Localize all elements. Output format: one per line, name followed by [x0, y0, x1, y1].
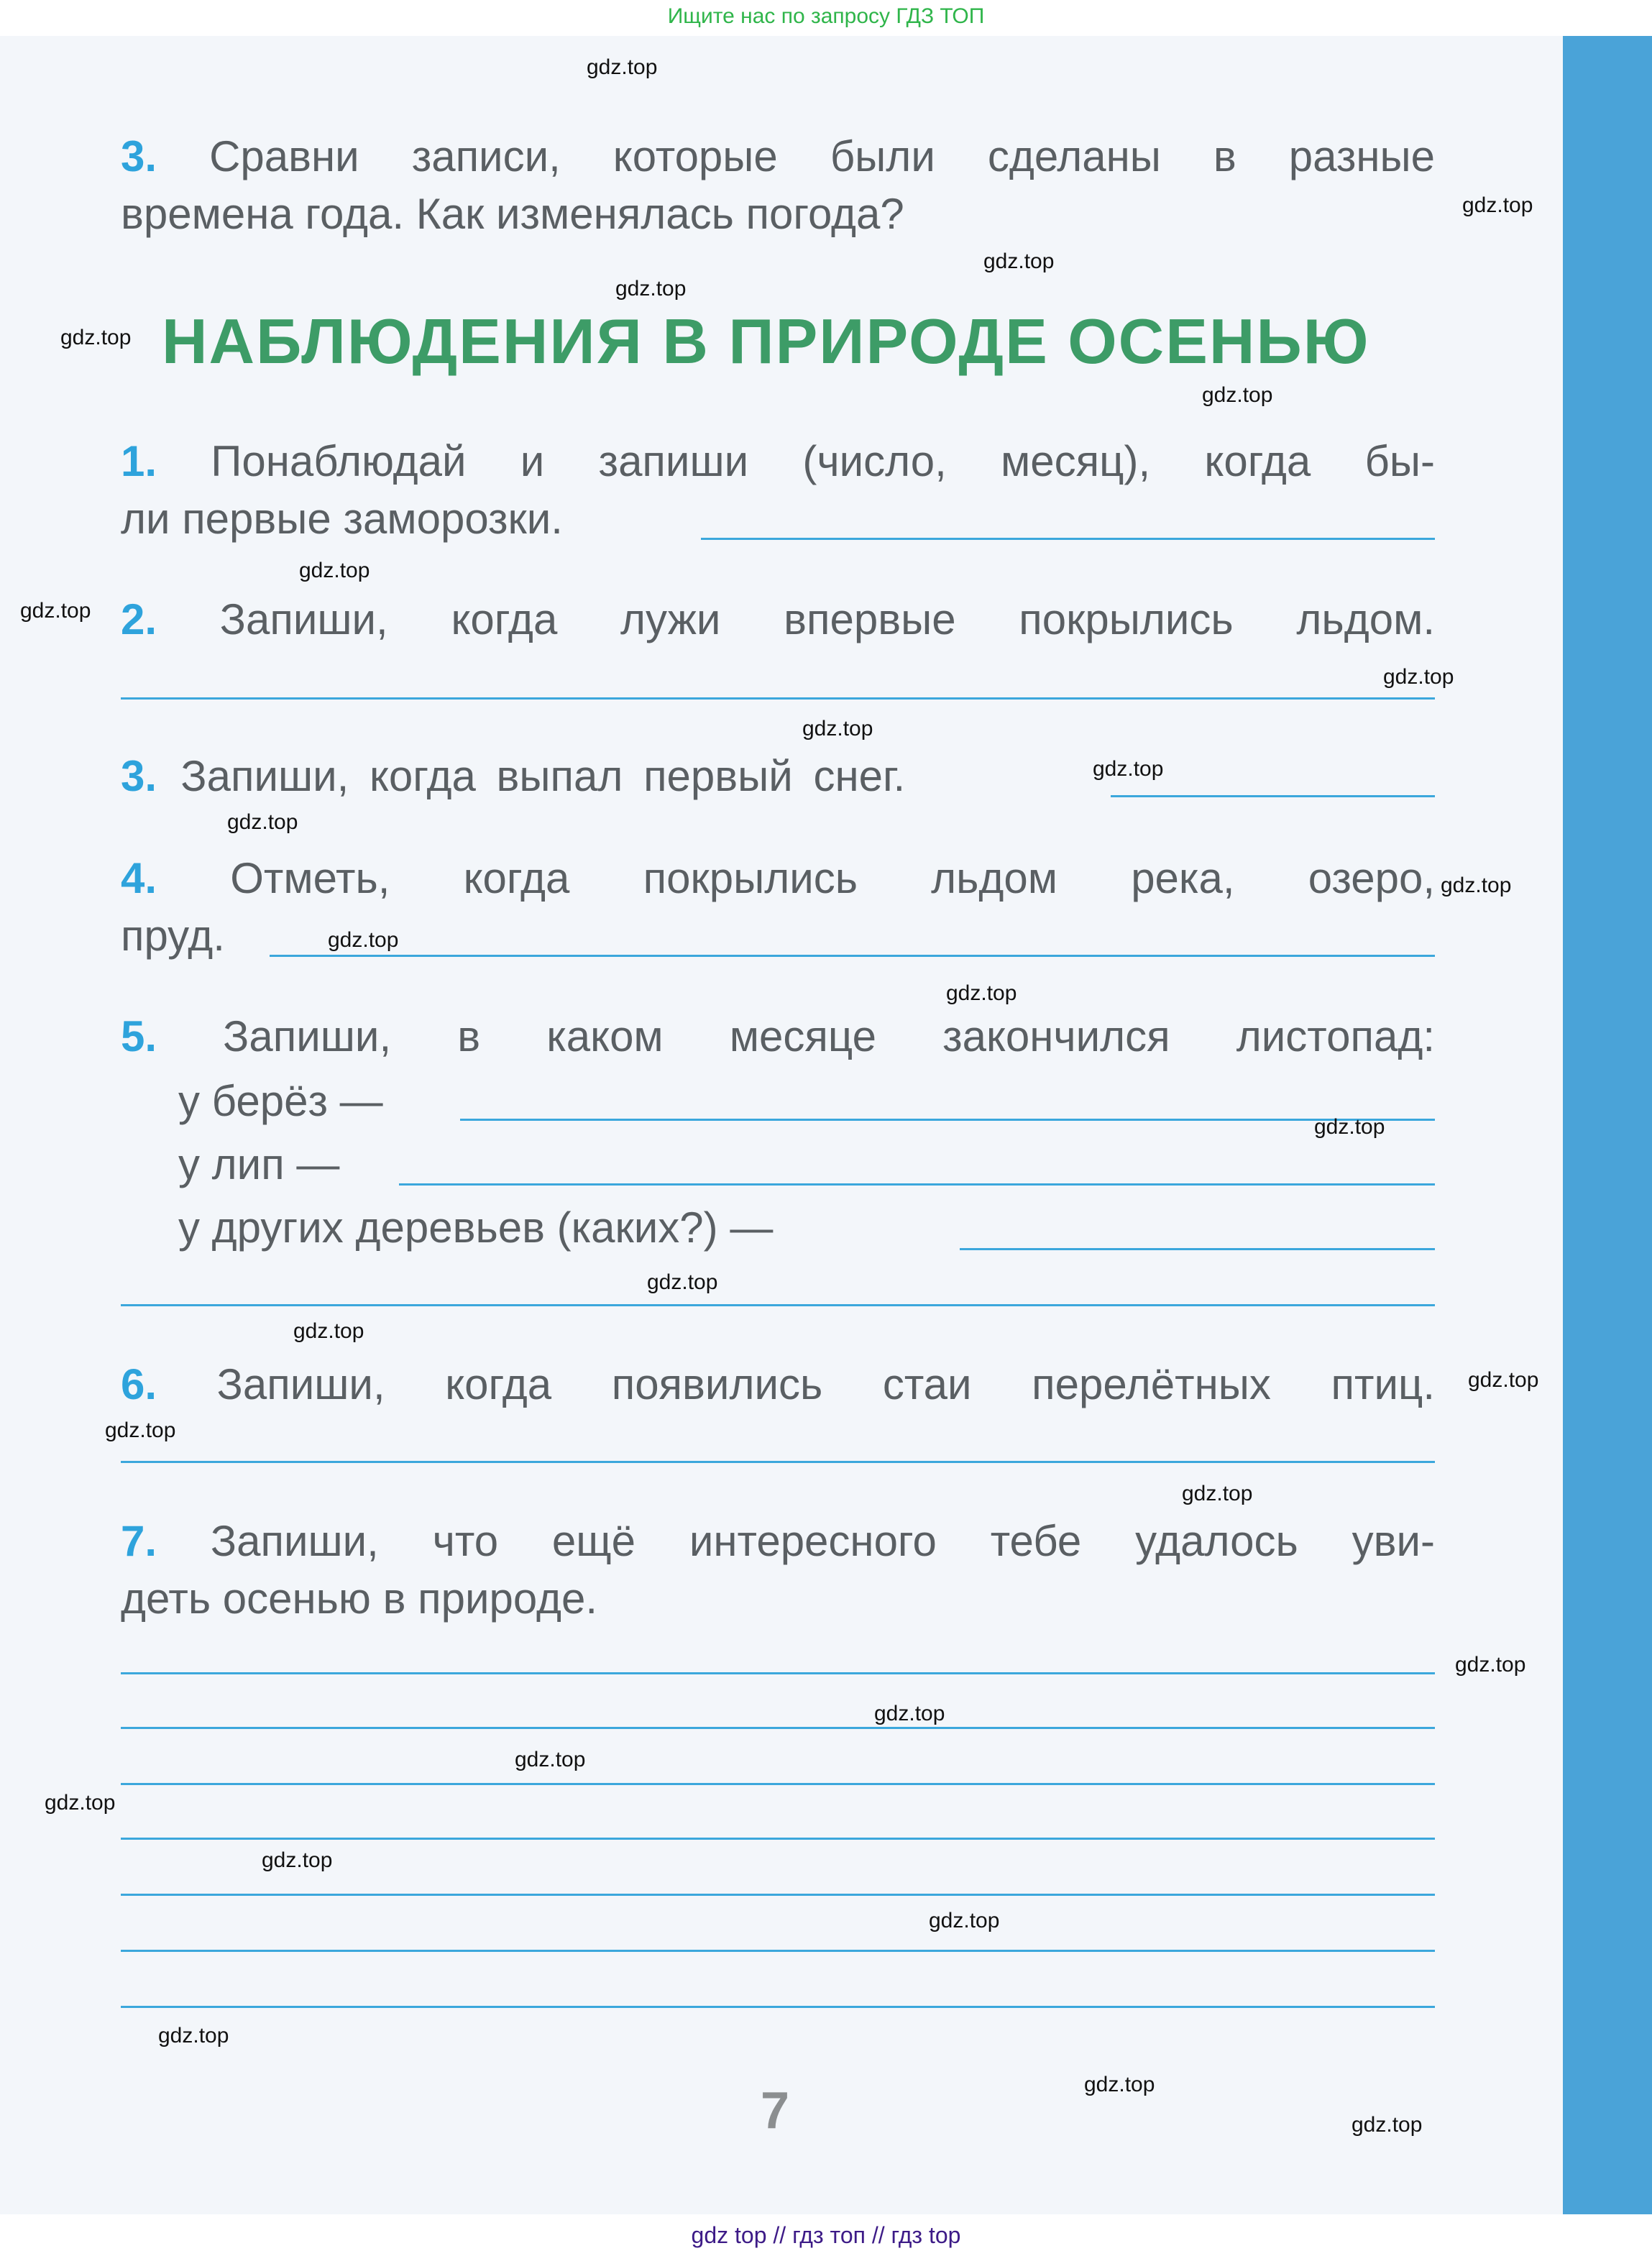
task-number: 4.: [121, 854, 157, 902]
task-number: 3.: [121, 752, 157, 800]
watermark: gdz.top: [929, 1909, 1000, 1932]
watermark: gdz.top: [1314, 1115, 1385, 1139]
watermark: gdz.top: [293, 1319, 364, 1343]
watermark: gdz.top: [20, 599, 91, 623]
task-text: Отметь, когда покрылись льдом река, озеро,: [230, 854, 1436, 902]
watermark: gdz.top: [1455, 1653, 1526, 1677]
task-text: Запиши, когда появились стаи перелётных птиц.: [216, 1360, 1436, 1408]
task-6: [121, 1356, 1435, 1413]
watermark: gdz.top: [615, 277, 687, 301]
task-number: 2.: [121, 595, 157, 643]
watermark: gdz.top: [1093, 757, 1164, 781]
watermark: gdz.top: [1084, 2073, 1155, 2096]
task-7: [121, 1513, 1435, 1570]
watermark: gdz.top: [802, 717, 873, 740]
answer-line[interactable]: [121, 1727, 1435, 1729]
task-2: [121, 591, 1435, 648]
answer-line[interactable]: [1111, 795, 1435, 797]
bottom-banner: gdz top // гдз топ // гдз top: [0, 2214, 1652, 2256]
page-edge-stripe: [1563, 36, 1652, 2214]
task-number: 1.: [121, 437, 157, 485]
answer-line[interactable]: [121, 1672, 1435, 1674]
page-title: НАБЛЮДЕНИЯ В ПРИРОДЕ ОСЕНЬЮ: [162, 306, 1370, 377]
answer-line[interactable]: [121, 2006, 1435, 2008]
task-1-line2: ли первые заморозки.: [121, 495, 563, 543]
task-number: 5.: [121, 1012, 157, 1060]
answer-line[interactable]: [121, 1304, 1435, 1306]
top-banner: Ищите нас по запросу ГДЗ ТОП: [0, 0, 1652, 36]
watermark: gdz.top: [1468, 1368, 1539, 1392]
watermark: gdz.top: [1441, 873, 1512, 897]
watermark: gdz.top: [262, 1848, 333, 1872]
answer-line[interactable]: [121, 1461, 1435, 1463]
answer-line[interactable]: [121, 1950, 1435, 1952]
prev-task-line2: времена года. Как изменялась погода?: [121, 190, 904, 238]
watermark: gdz.top: [1462, 193, 1533, 217]
task-5: [121, 1008, 1435, 1065]
task-number: 3.: [121, 132, 157, 180]
watermark: gdz.top: [1202, 383, 1273, 407]
watermark: gdz.top: [515, 1748, 586, 1771]
task-5-linden: у лип —: [178, 1140, 340, 1188]
task-4: [121, 850, 1435, 907]
watermark: gdz.top: [1383, 665, 1454, 689]
watermark: gdz.top: [328, 928, 399, 952]
watermark: gdz.top: [158, 2024, 229, 2048]
task-3: [121, 748, 905, 805]
answer-line[interactable]: [960, 1248, 1435, 1250]
watermark: gdz.top: [60, 326, 132, 349]
answer-line[interactable]: [270, 955, 1435, 957]
task-number: 6.: [121, 1360, 157, 1408]
page-number: 7: [761, 2082, 790, 2140]
prev-task-line1: [121, 128, 1435, 185]
watermark: gdz.top: [983, 249, 1055, 273]
watermark: gdz.top: [874, 1702, 945, 1725]
task-1: [121, 433, 1435, 490]
task-text: Запиши, когда лужи впервые покрылись льдом.: [219, 595, 1435, 643]
watermark: gdz.top: [587, 55, 658, 79]
answer-line[interactable]: [701, 538, 1435, 540]
task-5-other: у других деревьев (каких?) —: [178, 1203, 774, 1252]
answer-line[interactable]: [121, 697, 1435, 700]
task-number: 7.: [121, 1517, 157, 1565]
answer-line[interactable]: [121, 1783, 1435, 1785]
task-text: Сравни записи, которые были сделаны в разные: [209, 132, 1435, 180]
task-text: Запиши, в каком месяце закончился листопад:: [223, 1012, 1436, 1060]
task-text: Запиши, когда выпал первый снег.: [180, 752, 906, 800]
task-text: Запиши, что ещё интересного тебе удалось уви-: [210, 1517, 1435, 1565]
answer-line[interactable]: [121, 1838, 1435, 1840]
watermark: gdz.top: [299, 559, 370, 582]
answer-line[interactable]: [399, 1183, 1435, 1186]
task-text: Понаблюдай и запиши (число, месяц), когда бы-: [211, 437, 1435, 485]
answer-line[interactable]: [460, 1119, 1435, 1121]
watermark: gdz.top: [647, 1270, 718, 1294]
task-7-line2: деть осенью в природе.: [121, 1574, 597, 1623]
watermark: gdz.top: [105, 1418, 176, 1442]
watermark: gdz.top: [946, 981, 1017, 1005]
watermark: gdz.top: [45, 1791, 116, 1815]
watermark: gdz.top: [1352, 2113, 1423, 2137]
answer-line[interactable]: [121, 1894, 1435, 1896]
task-4-line2: пруд.: [121, 912, 225, 960]
task-5-birch: у берёз —: [178, 1077, 383, 1125]
watermark: gdz.top: [227, 810, 298, 834]
watermark: gdz.top: [1182, 1482, 1253, 1505]
